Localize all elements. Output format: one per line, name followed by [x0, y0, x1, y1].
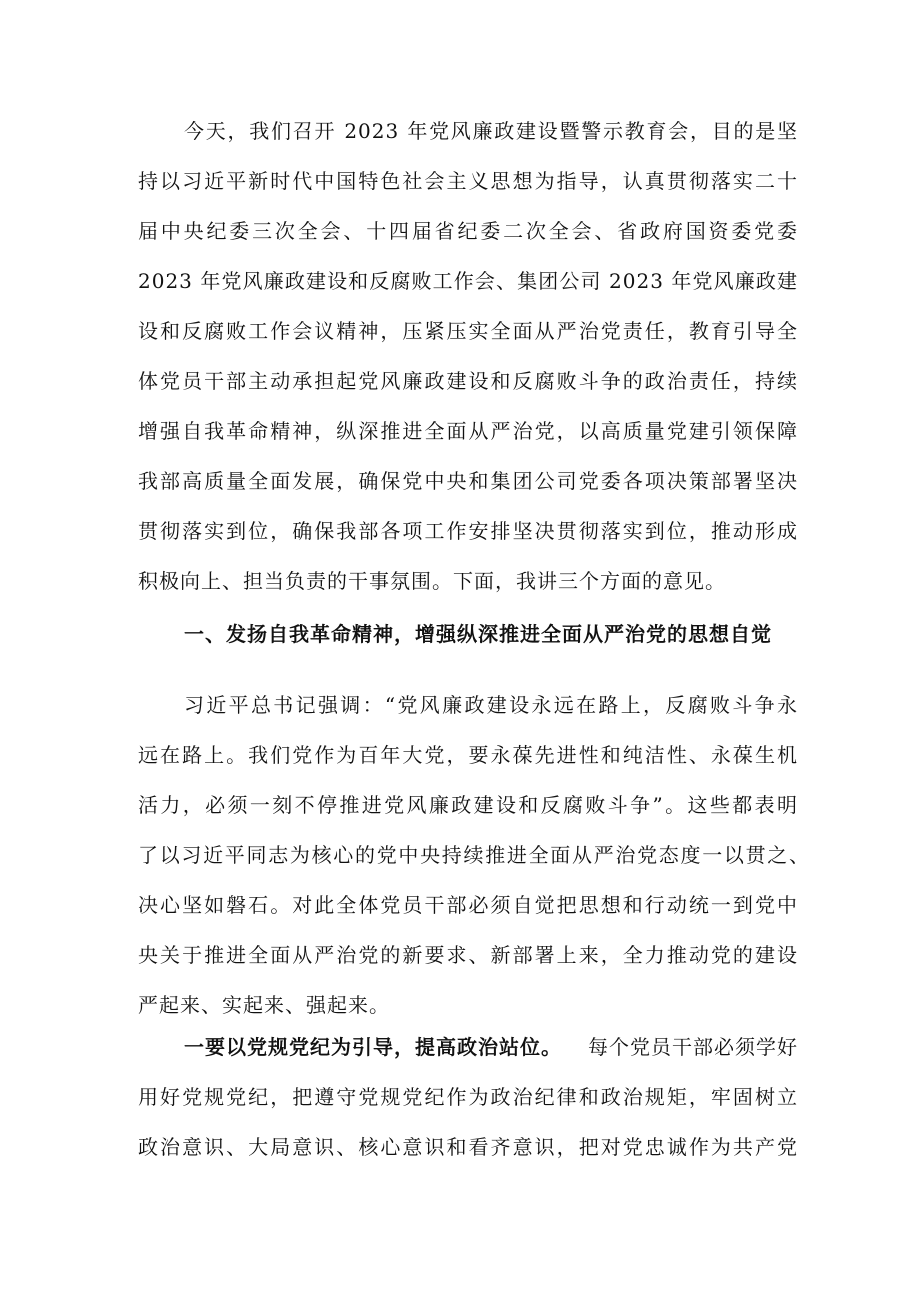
paragraph-line: 了以习近平同志为核心的党中央持续推进全面从严治党态度一以贯之、 [138, 843, 810, 867]
paragraph-line: 我部高质量全面发展，确保党中央和集团公司党委各项决策部署坚决 [138, 469, 798, 493]
paragraph-line: 远在路上。我们党作为百年大党，要永葆先进性和纯洁性、永葆生机 [138, 743, 798, 767]
paragraph-line: 贯彻落实到位，确保我部各项工作安排坚决贯彻落实到位，推动形成 [138, 519, 798, 543]
bold-lead-text: 一要以党规党纪为引导，提高政治站位。 [184, 1035, 562, 1059]
paragraph-line: 届中央纪委三次全会、十四届省纪委二次全会、省政府国资委党委 [138, 219, 798, 243]
paragraph-line: 政治意识、大局意识、核心意识和看齐意识，把对党忠诚作为共产党 [138, 1135, 798, 1159]
paragraph-line: 2023 年党风廉政建设和反腐败工作会、集团公司 2023 年党风廉政建 [138, 269, 798, 293]
paragraph-line: 设和反腐败工作会议精神，压紧压实全面从严治党责任，教育引导全 [138, 319, 798, 343]
paragraph-line: 习近平总书记强调：“党风廉政建设永远在路上，反腐败斗争永 [184, 693, 798, 717]
paragraph-line: 用好党规党纪，把遵守党规党纪作为政治纪律和政治规矩，牢固树立 [138, 1085, 798, 1109]
paragraph-line: 持以习近平新时代中国特色社会主义思想为指导，认真贯彻落实二十 [138, 169, 798, 193]
paragraph-line: 央关于推进全面从严治党的新要求、新部署上来，全力推动党的建设 [138, 943, 798, 967]
paragraph-line: 严起来、实起来、强起来。 [138, 993, 390, 1017]
paragraph-line: 活力，必须一刻不停推进党风廉政建设和反腐败斗争”。这些都表明 [138, 793, 798, 817]
paragraph-line: 今天，我们召开 2023 年党风廉政建设暨警示教育会，目的是坚 [184, 119, 798, 143]
paragraph-first-line [184, 1034, 798, 1060]
paragraph-line: 积极向上、担当负责的干事氛围。下面，我讲三个方面的意见。 [138, 569, 726, 593]
paragraph-line: 决心坚如磐石。对此全体党员干部必须自觉把思想和行动统一到党中 [138, 893, 798, 917]
lead-continuation-text: 每个党员干部必须学好 [588, 1035, 798, 1059]
section-heading-text: 一、发扬自我革命精神，增强纵深推进全面从严治党的思想自觉 [184, 622, 772, 646]
paragraph-line: 体党员干部主动承担起党风廉政建设和反腐败斗争的政治责任，持续 [138, 369, 798, 393]
paragraph-line: 增强自我革命精神，纵深推进全面从严治党，以高质量党建引领保障 [138, 419, 798, 443]
